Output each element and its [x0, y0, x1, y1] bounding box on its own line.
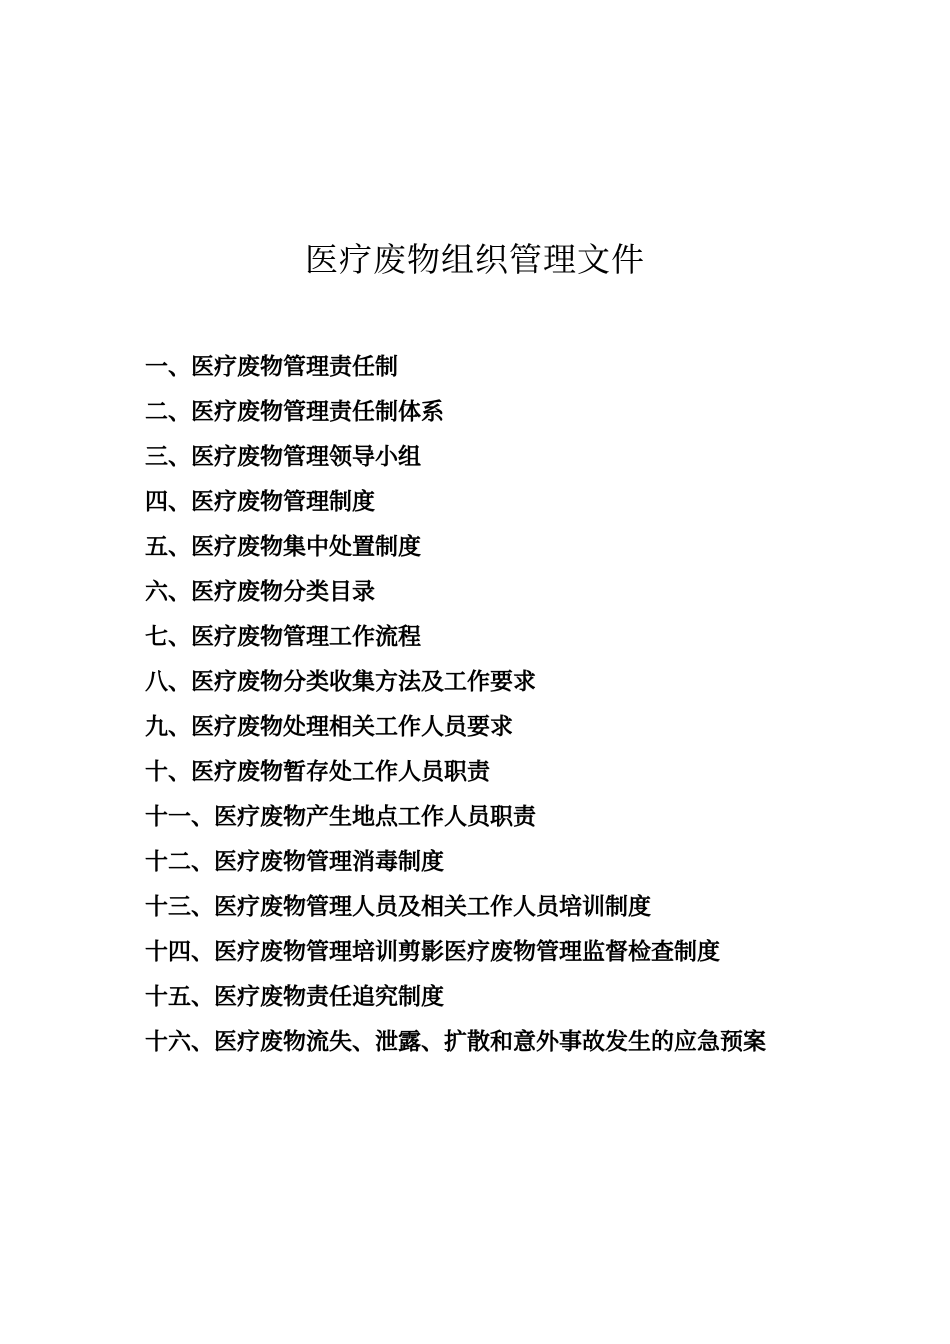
document-title: 医疗废物组织管理文件 [305, 240, 645, 279]
toc-item-5: 五、医疗废物集中处置制度 [145, 534, 421, 560]
toc-item-1: 一、医疗废物管理责任制 [145, 354, 398, 380]
toc-item-13: 十三、医疗废物管理人员及相关工作人员培训制度 [145, 894, 651, 920]
toc-item-4: 四、医疗废物管理制度 [145, 489, 375, 515]
toc-item-2: 二、医疗废物管理责任制体系 [145, 399, 444, 425]
toc-item-3: 三、医疗废物管理领导小组 [145, 444, 421, 470]
table-of-contents [145, 348, 795, 1054]
toc-item-8: 八、医疗废物分类收集方法及工作要求 [145, 669, 536, 695]
toc-item-7: 七、医疗废物管理工作流程 [145, 624, 421, 650]
toc-item-14: 十四、医疗废物管理培训剪影医疗废物管理监督检查制度 [145, 939, 720, 965]
toc-item-15: 十五、医疗废物责任追究制度 [145, 984, 444, 1010]
toc-item-16: 十六、医疗废物流失、泄露、扩散和意外事故发生的应急预案 [145, 1029, 766, 1055]
toc-item-6: 六、医疗废物分类目录 [145, 579, 375, 605]
toc-item-11: 十一、医疗废物产生地点工作人员职责 [145, 804, 536, 830]
toc-item-9: 九、医疗废物处理相关工作人员要求 [145, 714, 513, 740]
toc-item-12: 十二、医疗废物管理消毒制度 [145, 849, 444, 875]
toc-item-10: 十、医疗废物暂存处工作人员职责 [145, 759, 490, 785]
